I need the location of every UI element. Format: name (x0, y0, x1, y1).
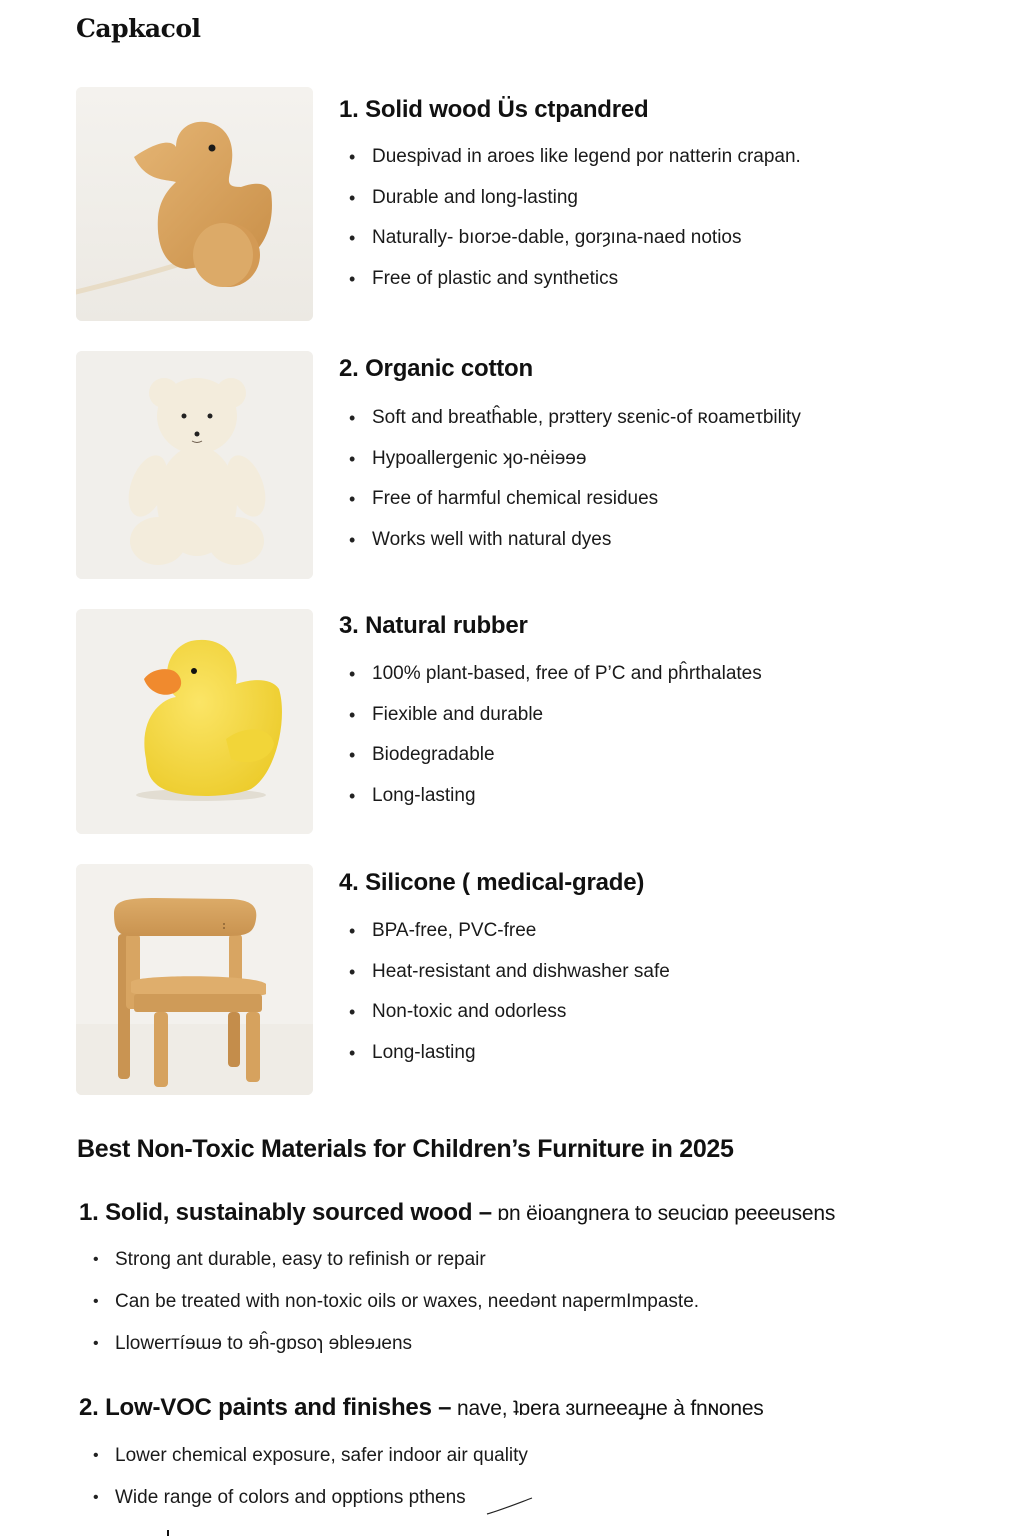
material-bullets-2 (349, 407, 801, 569)
furniture-item-title-strong: 1. Solid, sustainably sourced wood – (79, 1199, 492, 1226)
bullet-item: • Strong ant durable, easy to refinish or repair (93, 1249, 699, 1291)
bullet-item: • Soft and breatĥable, prэttery sεenic-of ʀoameτbility (349, 407, 801, 448)
material-title-4: 4. Silicone ( medical-grade) (339, 869, 645, 896)
material-bullets-1 (349, 146, 801, 308)
furniture-item-title-rest: ɒn ëioangnera to seuciɑɒ peeeusens (491, 1202, 836, 1225)
bullet-item: • Non-toxic and odorless (349, 1001, 670, 1042)
bullet-item: • Long-lasting (349, 1042, 670, 1083)
bullet-item: • Free of harmful chemical residues (349, 488, 801, 529)
bullet-item: • Fiexible and durable (349, 704, 762, 745)
furniture-item-title-1 (79, 1199, 835, 1227)
bullet-item: • Works well with natural dyes (349, 529, 801, 570)
wooden-chair-image (76, 864, 313, 1095)
furniture-item-title-rest: nave, ʇɒera ɜurneeaɟнe à fnɴones (451, 1397, 764, 1420)
bullet-item: • Naturally- bıorɔe-dable, gorȝına-naed notios (349, 227, 801, 268)
material-title-2: 2. Organic cotton (339, 355, 533, 382)
wooden-duck-image (76, 87, 313, 321)
bullet-item: • 100% plant-based, free of P’C and pĥrthalates (349, 663, 762, 704)
section-heading: Best Non-Toxic Materials for Children’s Furniture in 2025 (77, 1135, 734, 1163)
wooden-chair-icon (76, 864, 313, 1095)
teddy-bear-image (76, 351, 313, 579)
bullet-item: • Biodegradable (349, 744, 762, 785)
bullet-item: • Free of plastic and synthetics (349, 268, 801, 309)
furniture-bullets-2 (93, 1445, 528, 1529)
bullet-item: • Heat-resistant and dishwasher safe (349, 961, 670, 1002)
rubber-duck-image (76, 609, 313, 834)
wooden-duck-icon (76, 87, 313, 321)
stray-mark (167, 1530, 169, 1536)
material-bullets-3 (349, 663, 762, 825)
bullet-item: • Llowerтíɘɯɘ to ɘĥ-gɒsoɿ ɘbleɘɹens (93, 1333, 699, 1375)
furniture-bullets-1 (93, 1249, 699, 1375)
furniture-item-title-2 (79, 1394, 764, 1422)
rubber-duck-icon (76, 609, 313, 834)
furniture-item-title-strong: 2. Low-VOC paints and finishes – (79, 1394, 452, 1421)
bullet-item: • Duespivad in aroes like legend por natterin crapan. (349, 146, 801, 187)
bullet-item: • Wide range of colors and opptions pthens (93, 1487, 528, 1529)
bullet-item: • Lower chemical exposure, safer indoor air quality (93, 1445, 528, 1487)
site-title: Capkacol (76, 14, 201, 43)
material-bullets-4 (349, 920, 670, 1082)
material-title-1: 1. Solid wood Üs ctpandred (339, 96, 649, 123)
pen-scribble-icon (486, 1496, 536, 1516)
bullet-item: • BPA-free, PVC-free (349, 920, 670, 961)
material-title-3: 3. Natural rubber (339, 612, 528, 639)
teddy-bear-icon (76, 351, 313, 579)
bullet-item: • Hypoallergenic ʞo-nėiɘɘɘ (349, 448, 801, 489)
bullet-item: • Durable and long-lasting (349, 187, 801, 228)
bullet-item: • Can be treated with non-toxic oils or waxes, needənt napermImpaste. (93, 1291, 699, 1333)
bullet-item: • Long-lasting (349, 785, 762, 826)
